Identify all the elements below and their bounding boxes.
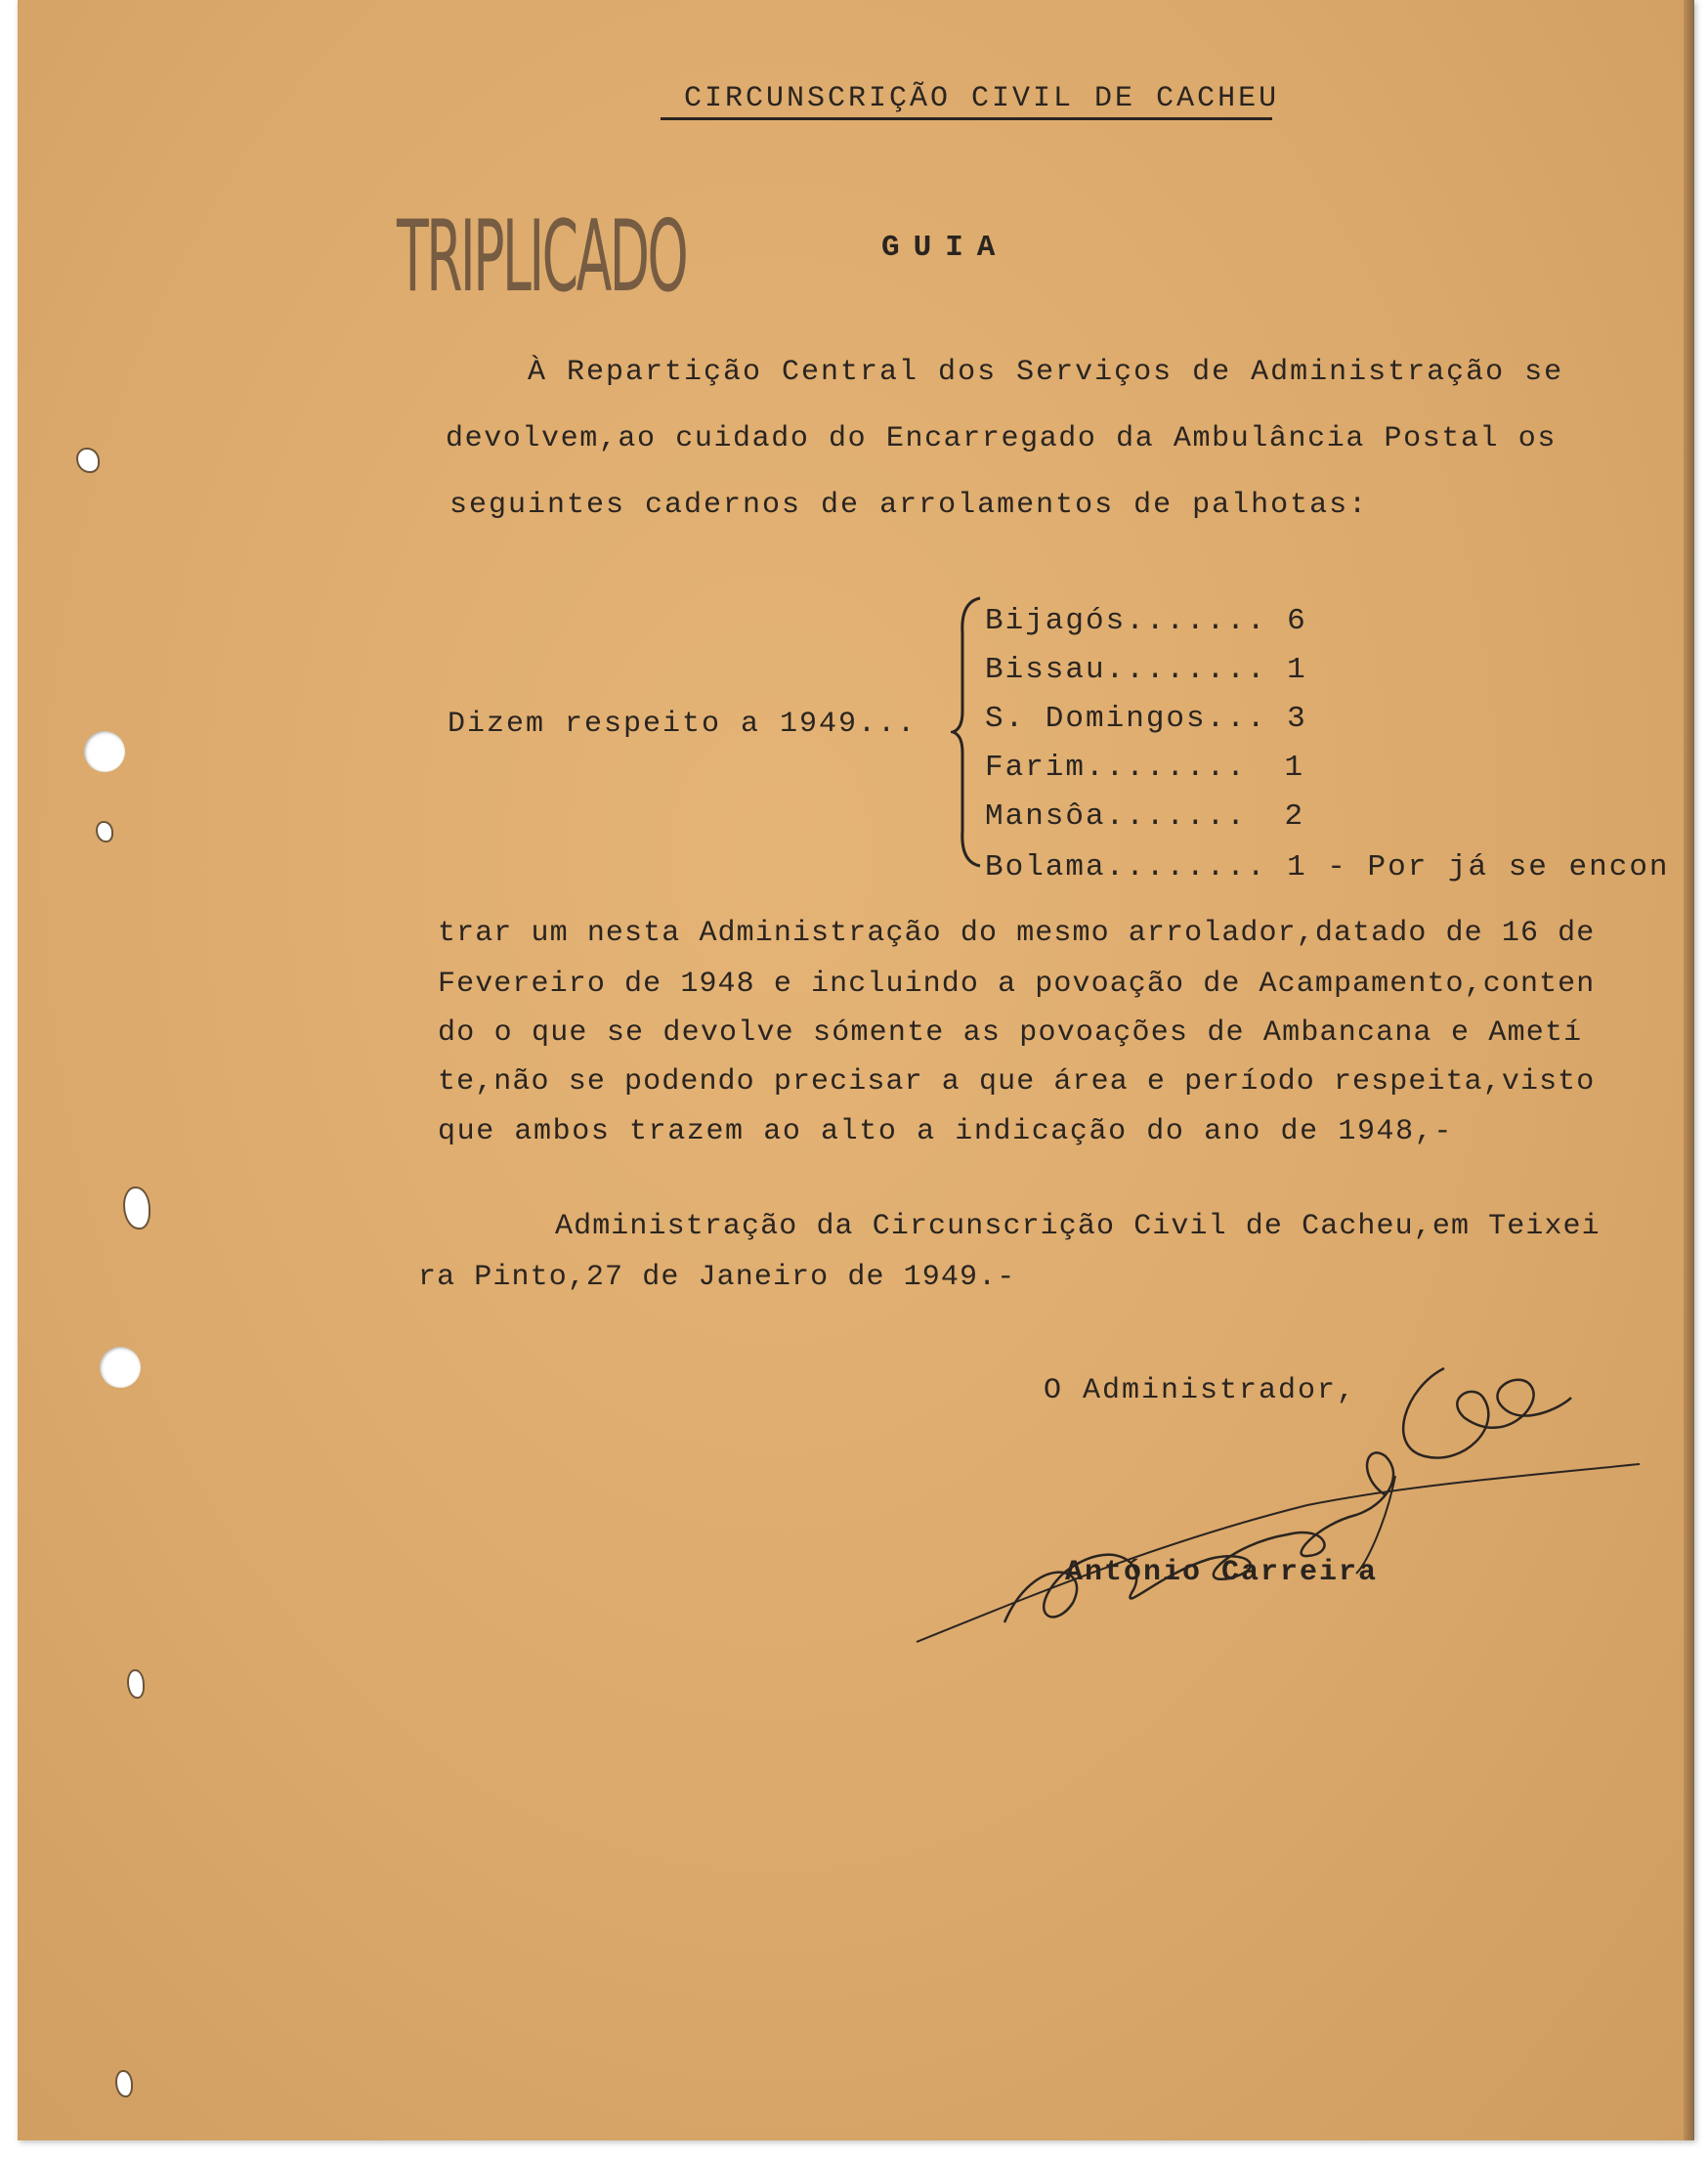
margin-tear-3 xyxy=(123,1187,150,1230)
body-line-1: trar um nesta Administração do mesmo arrolador,datado de 16 de xyxy=(438,917,1596,950)
list-label: Dizem respeito a 1949... xyxy=(448,708,918,741)
list-item-count: 1 xyxy=(1287,850,1307,885)
margin-tear-5 xyxy=(115,2070,133,2097)
list-item-bolama xyxy=(985,852,1670,883)
list-item-count: 6 xyxy=(1287,604,1307,638)
margin-tear-2 xyxy=(96,821,113,842)
list-item-name: Bissau........ xyxy=(985,653,1267,687)
signatory-name: António Carreira xyxy=(1065,1556,1379,1589)
closing-line-1: Administração da Circunscrição Civil de Cacheu,em Teixei xyxy=(555,1210,1601,1243)
list-item-bissau xyxy=(985,655,1307,685)
list-item-name: S. Domingos... xyxy=(985,702,1267,736)
body-line-2: Fevereiro de 1948 e incluindo a povoação de Acampamento,conten xyxy=(438,968,1596,1001)
list-item-name: Bijagós....... xyxy=(985,604,1267,638)
body-line-3: do o que se devolve sómente as povoações de Ambancana e Ametí xyxy=(438,1016,1583,1050)
list-item-mansoa xyxy=(985,801,1304,832)
document-title: GUIA xyxy=(881,231,1009,265)
list-item-count: 1 xyxy=(1287,653,1307,687)
list-item-sao-domingos xyxy=(985,704,1307,734)
list-item-count: 2 xyxy=(1284,799,1305,834)
intro-line-3: seguintes cadernos de arrolamentos de palhotas: xyxy=(449,489,1369,522)
intro-line-1: À Repartição Central dos Serviços de Administração se xyxy=(528,356,1564,389)
margin-tear-1 xyxy=(76,448,100,473)
list-item-count: 1 xyxy=(1284,751,1305,785)
list-item-name: Mansôa....... xyxy=(985,799,1247,834)
handwritten-signature xyxy=(897,1329,1679,1681)
punch-hole-bottom xyxy=(100,1347,141,1388)
header-underline xyxy=(661,117,1272,120)
body-line-4: te,não se podendo precisar a que área e período respeita,visto xyxy=(438,1065,1596,1099)
body-line-5: que ambos trazem ao alto a indicação do ano de 1948,- xyxy=(438,1115,1453,1148)
list-brace xyxy=(951,594,990,870)
list-item-name: Farim........ xyxy=(985,751,1247,785)
list-item-count: 3 xyxy=(1287,702,1307,736)
document-header: CIRCUNSCRIÇÃO CIVIL DE CACHEU xyxy=(684,82,1280,115)
bolama-note: - Por já se encon xyxy=(1327,850,1670,885)
list-item-name: Bolama........ xyxy=(985,850,1267,885)
intro-line-2: devolvem,ao cuidado do Encarregado da Ambulância Postal os xyxy=(446,422,1557,455)
document-page xyxy=(18,0,1694,2140)
page-edge-shadow xyxy=(1684,0,1694,2140)
signatory-title: O Administrador, xyxy=(1044,1374,1357,1407)
triplicado-stamp: TRIPLICADO xyxy=(397,198,687,315)
list-item-bijagos xyxy=(985,606,1307,636)
closing-line-2: ra Pinto,27 de Janeiro de 1949.- xyxy=(418,1261,1016,1294)
punch-hole-top xyxy=(84,731,125,772)
margin-tear-4 xyxy=(127,1669,145,1699)
list-item-farim xyxy=(985,753,1304,783)
